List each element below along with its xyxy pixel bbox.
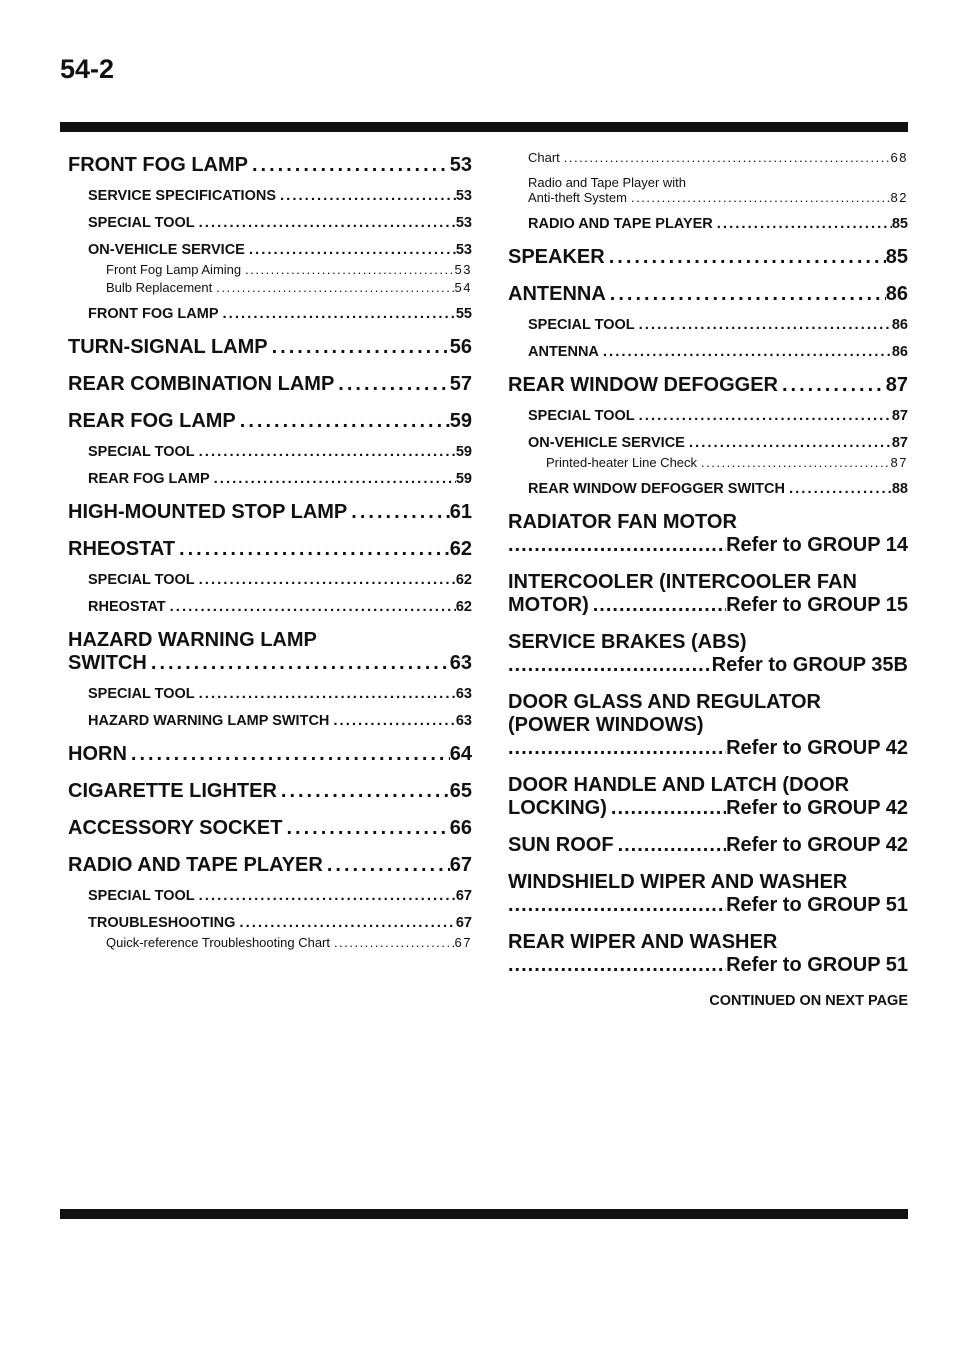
toc-entry-windshield-wiper[interactable]: WINDSHIELD WIPER AND WASHER ..... Refer to GROUP 51 bbox=[508, 871, 908, 917]
toc-entry-intercooler[interactable]: INTERCOOLER (INTERCOOLER FAN MOTOR) ..... Refer to GROUP 15 bbox=[508, 571, 908, 617]
toc-entry[interactable]: SERVICE SPECIFICATIONS ..... 53 bbox=[68, 187, 472, 204]
toc-entry[interactable]: CIGARETTE LIGHTER ..... 65 bbox=[68, 780, 472, 803]
toc-entry-radio-line1: Radio and Tape Player with bbox=[528, 175, 687, 190]
toc-entry-chart[interactable]: Chart ..... 68 bbox=[508, 150, 908, 165]
toc-entry[interactable]: HORN ..... 64 bbox=[68, 743, 472, 766]
toc-entry-rear-window-defogger[interactable]: REAR WINDOW DEFOGGER ..... 87 bbox=[508, 374, 908, 397]
continued-note: CONTINUED ON NEXT PAGE bbox=[709, 993, 908, 1009]
toc-entry[interactable]: HAZARD WARNING LAMP SWITCH ..... 63 bbox=[68, 629, 472, 675]
toc-entry-sun-roof[interactable]: SUN ROOF ..... Refer to GROUP 42 bbox=[508, 834, 908, 857]
toc-entry[interactable]: RHEOSTAT ..... 62 bbox=[68, 538, 472, 561]
toc-entry[interactable]: HAZARD WARNING LAMP SWITCH ..... 63 bbox=[68, 712, 472, 729]
toc-entry[interactable]: FRONT FOG LAMP ..... 53 bbox=[68, 154, 472, 177]
toc-entry[interactable]: RHEOSTAT ..... 62 bbox=[68, 598, 472, 615]
bottom-divider bbox=[60, 1209, 908, 1219]
toc-entry-radio-tape-player[interactable]: RADIO AND TAPE PLAYER ..... 85 bbox=[508, 215, 908, 232]
toc-entry-rear-wiper[interactable]: REAR WIPER AND WASHER ..... Refer to GROUP 51 bbox=[508, 931, 908, 977]
top-divider bbox=[60, 122, 908, 132]
toc-entry-antenna-sub[interactable]: ANTENNA ..... 86 bbox=[508, 343, 908, 360]
toc-entry[interactable]: Bulb Replacement ..... 54 bbox=[68, 280, 472, 295]
toc-entry[interactable]: SPECIAL TOOL ..... 62 bbox=[68, 571, 472, 588]
toc-entry-service-brakes[interactable]: SERVICE BRAKES (ABS) ..... Refer to GROUP 35B bbox=[508, 631, 908, 677]
toc-entry[interactable]: SPECIAL TOOL ..... 67 bbox=[68, 887, 472, 904]
toc-entry[interactable]: REAR COMBINATION LAMP ..... 57 bbox=[68, 373, 472, 396]
toc-entry[interactable]: TROUBLESHOOTING ..... 67 bbox=[68, 914, 472, 931]
toc-entry[interactable]: ACCESSORY SOCKET ..... 66 bbox=[68, 817, 472, 840]
toc-entry-antitheft[interactable]: Anti-theft System ..... 82 bbox=[508, 190, 908, 205]
toc-left-column bbox=[68, 140, 472, 953]
toc-entry[interactable]: TURN-SIGNAL LAMP ..... 56 bbox=[68, 336, 472, 359]
toc-entry[interactable]: FRONT FOG LAMP ..... 55 bbox=[68, 305, 472, 322]
toc-entry[interactable]: ON-VEHICLE SERVICE ..... 53 bbox=[68, 241, 472, 258]
toc-right-column bbox=[508, 140, 908, 1009]
toc-entry[interactable]: Quick-reference Troubleshooting Chart ..... 67 bbox=[68, 935, 472, 950]
toc-entry[interactable]: HIGH-MOUNTED STOP LAMP ..... 61 bbox=[68, 501, 472, 524]
toc-entry-door-handle[interactable]: DOOR HANDLE AND LATCH (DOOR LOCKING) ..... Refer to GROUP 42 bbox=[508, 774, 908, 820]
toc-entry-door-glass[interactable]: DOOR GLASS AND REGULATOR (POWER WINDOWS) ..... Refer to GROUP 42 bbox=[508, 691, 908, 760]
toc-entry-speaker[interactable]: SPEAKER ..... 85 bbox=[508, 246, 908, 269]
toc-entry-defogger-on-vehicle[interactable]: ON-VEHICLE SERVICE ..... 87 bbox=[508, 434, 908, 451]
toc-entry[interactable]: SPECIAL TOOL ..... 53 bbox=[68, 214, 472, 231]
toc-entry-antenna[interactable]: ANTENNA ..... 86 bbox=[508, 283, 908, 306]
toc-entry[interactable]: SPECIAL TOOL ..... 63 bbox=[68, 685, 472, 702]
toc-entry[interactable]: REAR FOG LAMP ..... 59 bbox=[68, 410, 472, 433]
toc-entry[interactable]: Front Fog Lamp Aiming ..... 53 bbox=[68, 262, 472, 277]
toc-entry-defogger-special-tool[interactable]: SPECIAL TOOL ..... 87 bbox=[508, 407, 908, 424]
toc-entry[interactable]: SPECIAL TOOL ..... 59 bbox=[68, 443, 472, 460]
toc-entry-antenna-special-tool[interactable]: SPECIAL TOOL ..... 86 bbox=[508, 316, 908, 333]
toc-entry-printed-heater[interactable]: Printed-heater Line Check ..... 87 bbox=[508, 455, 908, 470]
toc-entry[interactable]: REAR FOG LAMP ..... 59 bbox=[68, 470, 472, 487]
toc-entry-defogger-switch[interactable]: REAR WINDOW DEFOGGER SWITCH ..... 88 bbox=[508, 480, 908, 497]
toc-entry[interactable]: RADIO AND TAPE PLAYER ..... 67 bbox=[68, 854, 472, 877]
toc-entry-radiator-fan-motor[interactable]: RADIATOR FAN MOTOR ..... Refer to GROUP 14 bbox=[508, 511, 908, 557]
page-number: 54-2 bbox=[60, 54, 115, 84]
